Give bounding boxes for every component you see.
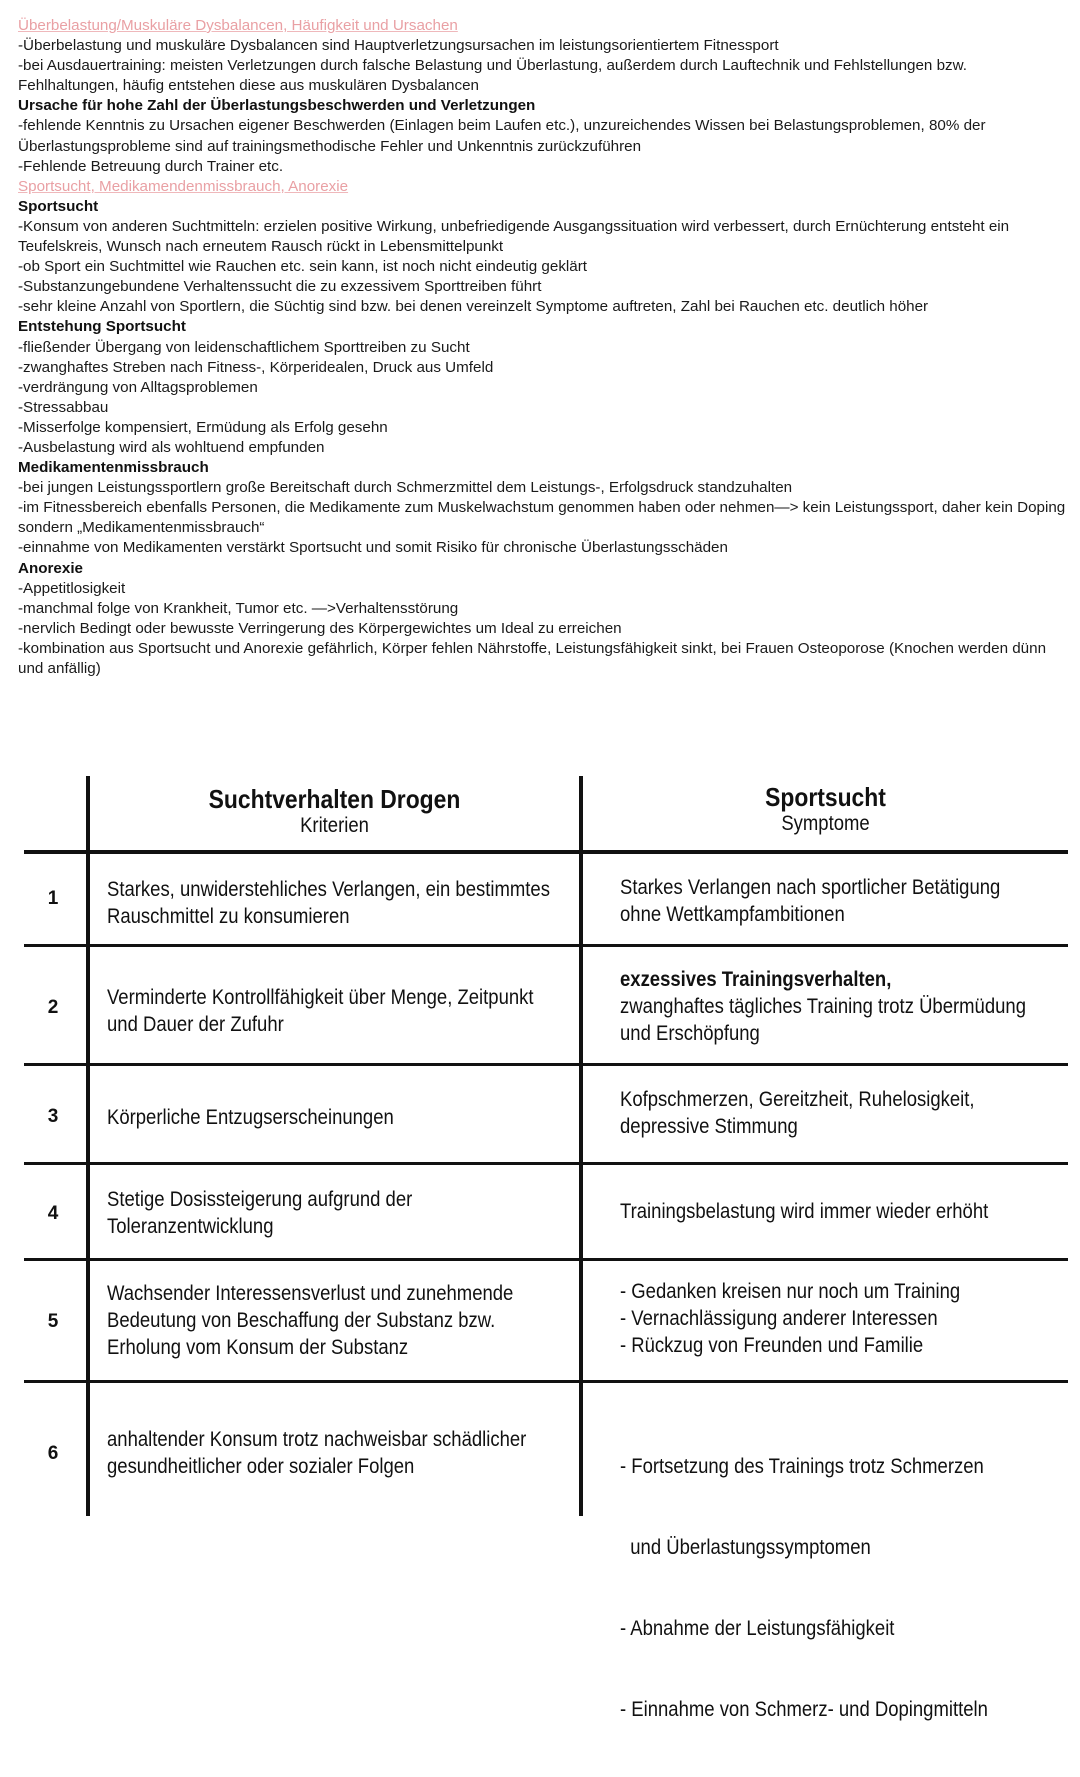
table-divider-row — [24, 944, 1068, 947]
note-line: -Stressabbau — [18, 398, 109, 416]
symptom-cell — [620, 966, 1026, 1047]
note-line: -bei jungen Leistungssportlern große Bereitschaft durch Schmerzmittel dem Leistungs-, Erfolgsdruck standzuhalten — [18, 479, 793, 497]
cell-line: Starkes Verlangen nach sportlicher Betätigung — [620, 875, 1001, 899]
column-subtitle: Symptome — [781, 812, 870, 835]
symptom-cell — [620, 874, 1000, 928]
table-divider-row — [24, 1063, 1068, 1066]
table-divider-vertical — [579, 776, 583, 1516]
subheading-entstehung: Entstehung Sportsucht — [18, 318, 186, 336]
cell-line: Wachsender Interessensverlust und zunehmende — [107, 1281, 514, 1305]
cell-line: Toleranzentwicklung — [107, 1214, 274, 1238]
cell-line: ohne Wettkampfambitionen — [620, 902, 845, 926]
column-header-sportsucht — [612, 782, 1039, 836]
section-heading-addiction: Sportsucht, Medikamendenmissbrauch, Anorexie — [18, 177, 349, 195]
note-line: -fließender Übergang von leidenschaftlichem Sporttreiben zu Sucht — [18, 338, 470, 356]
row-number: 6 — [47, 1443, 59, 1464]
column-header-drogen — [119, 784, 549, 838]
cell-line: Erholung vom Konsum der Substanz — [107, 1335, 409, 1359]
cell-line: und Überlastungssymptomen — [620, 1535, 871, 1559]
cell-line: - Einnahme von Schmerz- und Dopingmitteln — [620, 1697, 988, 1721]
symptom-cell — [620, 1399, 988, 1777]
column-title: Suchtverhalten Drogen — [208, 784, 461, 814]
cell-line: Bedeutung von Beschaffung der Substanz bzw. — [107, 1308, 496, 1332]
note-line: -ob Sport ein Suchtmittel wie Rauchen etc. sein kann, ist noch nicht eindeutig geklärt — [18, 258, 588, 276]
note-line: -Fehlende Betreuung durch Trainer etc. — [18, 157, 284, 175]
table-divider-row — [24, 1380, 1068, 1383]
table-divider-header — [24, 850, 1068, 854]
note-line: -nervlich Bedingt oder bewusste Verringerung des Körpergewichtes um Ideal zu erreichen — [18, 619, 622, 637]
criteria-cell — [107, 1186, 412, 1240]
cell-line: Stetige Dosissteigerung aufgrund der — [107, 1187, 413, 1211]
cell-line: Starkes, unwiderstehliches Verlangen, ein bestimmtes — [107, 877, 550, 901]
cell-line: zwanghaftes tägliches Training trotz Übermüdung — [620, 994, 1026, 1018]
note-line: -sehr kleine Anzahl von Sportlern, die Süchtig sind bzw. bei denen vereinzelt Symptome auftreten, Zahl bei Rauchen etc. deutlich höher — [18, 298, 929, 316]
note-line: -zwanghaftes Streben nach Fitness-, Körperidealen, Druck aus Umfeld — [18, 358, 494, 376]
row-number: 1 — [47, 888, 59, 909]
note-line: -einnahme von Medikamenten verstärkt Sportsucht und somit Risiko für chronische Überlastungsschäden — [18, 539, 728, 557]
cell-line: Verminderte Kontrollfähigkeit über Menge, Zeitpunkt — [107, 985, 534, 1009]
cell-line: Körperliche Entzugserscheinungen — [107, 1105, 394, 1129]
row-number: 2 — [47, 997, 59, 1018]
cell-line: Trainingsbelastung wird immer wieder erhöht — [620, 1199, 989, 1223]
cell-line: - Vernachlässigung anderer Interessen — [620, 1306, 938, 1330]
criteria-cell — [107, 984, 534, 1038]
note-line: -Ausbelastung wird als wohltuend empfunden — [18, 438, 325, 456]
cell-line: und Dauer der Zufuhr — [107, 1012, 284, 1036]
subheading-anorexie: Anorexie — [18, 559, 83, 577]
note-line: -Substanzungebundene Verhaltenssucht die zu exzessivem Sporttreiben führt — [18, 278, 542, 296]
criteria-cell — [107, 1426, 526, 1480]
table-divider-row — [24, 1258, 1068, 1261]
note-line: -Konsum von anderen Suchtmitteln: erzielen positive Wirkung, unbefriedigende Ausgangssituation wird verbessert, durch Ernüchterung entsteht ein Teufelskreis, Wunsch nach erneutem Rausch rückt in Lebensmittelpunkt — [18, 217, 1010, 256]
subheading-medikamente: Medikamentenmissbrauch — [18, 459, 209, 477]
section-heading-overload: Überbelastung/Muskuläre Dysbalancen, Häufigkeit und Ursachen — [18, 17, 458, 34]
symptom-cell — [620, 1086, 975, 1140]
column-title: Sportsucht — [765, 782, 886, 812]
subheading-sportsucht: Sportsucht — [18, 197, 99, 215]
notes-section — [18, 16, 1068, 679]
cell-line: Kofpschmerzen, Gereitzheit, Ruhelosigkeit, — [620, 1087, 975, 1111]
cell-line-bold: exzessives Trainingsverhalten, — [620, 967, 892, 991]
note-line: -fehlende Kenntnis zu Ursachen eigener Beschwerden (Einlagen beim Laufen etc.), unzureichendes Wissen bei Belastungsproblemen, 80% der Überlastungsprobleme sind auf trainingsmethodische Fehler und Unkenntnis zurückzuführen — [18, 117, 986, 155]
cell-line: - Abnahme der Leistungsfähigkeit — [620, 1616, 895, 1640]
note-line: -Appetitlosigkeit — [18, 579, 126, 597]
criteria-cell — [107, 1104, 394, 1131]
row-number: 3 — [47, 1106, 59, 1127]
table-divider-row — [24, 1162, 1068, 1165]
criteria-cell — [107, 876, 550, 930]
cell-line: gesundheitlicher oder sozialer Folgen — [107, 1454, 415, 1478]
note-line: -verdrängung von Alltagsproblemen — [18, 378, 258, 396]
note-line: -im Fitnessbereich ebenfalls Personen, die Medikamente zum Muskelwachstum genommen haben oder nehmen—> kein Leistungssport, daher kein Doping sondern „Medikamentenmissbrauch“ — [18, 499, 1066, 537]
table-divider-vertical — [86, 776, 90, 1516]
column-subtitle: Kriterien — [300, 814, 369, 837]
subheading-causes: Ursache für hohe Zahl der Überlastungsbeschwerden und Verletzungen — [18, 97, 536, 115]
cell-line: - Fortsetzung des Trainings trotz Schmerzen — [620, 1454, 984, 1478]
row-number: 5 — [47, 1311, 59, 1332]
comparison-table — [24, 776, 1068, 1721]
cell-line: depressive Stimmung — [620, 1114, 798, 1138]
note-line: -bei Ausdauertraining: meisten Verletzungen durch falsche Belastung und Überlastung, außerdem durch Lauftechnik und Fehlstellungen bzw. Fehlhaltungen, häufig entstehen diese aus muskulären Dysbalancen — [18, 57, 967, 95]
note-line: -manchmal folge von Krankheit, Tumor etc. —>Verhaltensstörung — [18, 599, 459, 617]
row-number: 4 — [47, 1203, 59, 1224]
cell-line: anhaltender Konsum trotz nachweisbar schädlicher — [107, 1427, 527, 1451]
symptom-cell — [620, 1198, 988, 1225]
cell-line: Rauschmittel zu konsumieren — [107, 904, 350, 928]
cell-line: - Rückzug von Freunden und Familie — [620, 1333, 924, 1357]
note-line: -Misserfolge kompensiert, Ermüdung als Erfolg gesehn — [18, 418, 388, 436]
note-line: -kombination aus Sportsucht und Anorexie gefährlich, Körper fehlen Nährstoffe, Leistungsfähigkeit sinkt, bei Frauen Osteoporose (Knochen werden dünn und anfällig) — [18, 639, 1047, 677]
criteria-cell — [107, 1280, 513, 1361]
cell-line: - Gedanken kreisen nur noch um Training — [620, 1279, 961, 1303]
note-line: -Überbelastung und muskuläre Dysbalancen sind Hauptverletzungsursachen im leistungsorientiertem Fitnessport — [18, 37, 779, 55]
cell-line: und Erschöpfung — [620, 1021, 760, 1045]
symptom-cell — [620, 1278, 960, 1359]
